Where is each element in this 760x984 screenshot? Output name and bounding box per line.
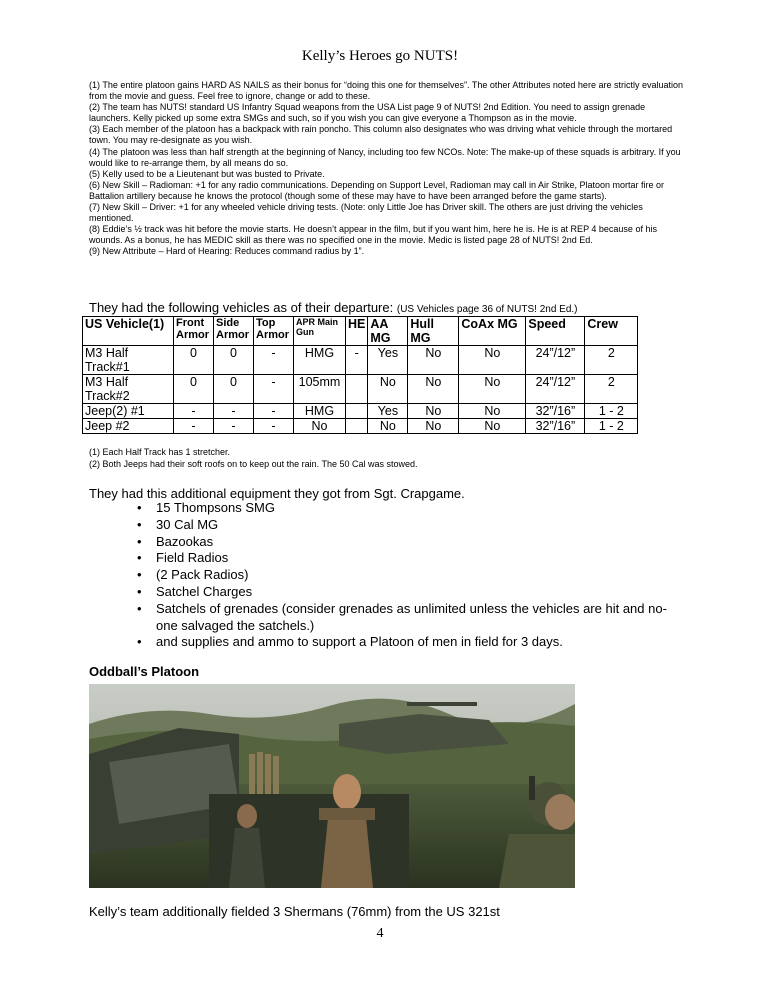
col-front-armor: Front Armor [174,317,214,346]
cell-aa-mg: No [368,375,408,404]
cell-aa-mg: No [368,419,408,434]
cell-coax-mg: No [459,375,526,404]
cell-top-armor: - [254,346,294,375]
caption [89,904,500,919]
note-2: (2) The team has NUTS! standard US Infantry Squad weapons from the USA List page 9 of NUTS! 2nd Edition. You need to assign grenade launchers. Kelly picked up some extra SMGs and such, so if you wish you can give everyone a Thompson as in the movie. [89,102,646,124]
cell-speed: 32”/16” [526,419,585,434]
col-apr-main-gun: APR Main Gun [294,317,346,346]
cell-main-gun: 105mm [294,375,346,404]
cell-front-armor: 0 [174,346,214,375]
vehicles-intro-reference: (US Vehicles page 36 of NUTS! 2nd Ed.) [396,304,578,315]
cell-crew: 2 [585,346,638,375]
cell-hull-mg: No [408,346,459,375]
cell-main-gun: HMG [294,404,346,419]
col-top-armor: Top Armor [254,317,294,346]
col-aa-mg: AA MG [368,317,408,346]
col-us-vehicle: US Vehicle(1) [83,317,174,346]
col-coax-mg: CoAx MG [459,317,526,346]
table-header-row [83,317,638,346]
cell-crew: 2 [585,375,638,404]
list-item: • Bazookas [137,534,677,551]
table-row [83,419,638,434]
col-side-armor: Side Armor [214,317,254,346]
vehicles-intro [89,300,578,315]
cell-vehicle: M3 Half Track#1 [83,346,174,375]
list-item: • Satchels of grenades (consider grenades as unlimited unless the vehicles are hit and no-one salvaged the satchels.) [137,601,677,635]
cell-vehicle: M3 Half Track#2 [83,375,174,404]
cell-top-armor: - [254,375,294,404]
cell-main-gun: HMG [294,346,346,375]
table-row [83,346,638,375]
cell-coax-mg: No [459,404,526,419]
cell-hull-mg: No [408,419,459,434]
cell-front-armor: 0 [174,375,214,404]
col-hull-mg: Hull MG [408,317,459,346]
cell-front-armor: - [174,404,214,419]
list-item: • 30 Cal MG [137,517,677,534]
list-item: • (2 Pack Radios) [137,567,677,584]
note-3: (3) Each member of the platoon has a backpack with rain poncho. This column also designates who was driving what vehicle through the mortared town. You may re-designate as you wish. [89,124,673,146]
section-heading: Oddball’s Platoon [89,664,200,679]
vehicles-intro-text: They had the following vehicles as of their departure: [89,300,394,315]
cell-side-armor: - [214,404,254,419]
note-8: (8) Eddie’s ½ track was hit before the movie starts. He doesn’t appear in the film, but if you want him, here he is. He is at REP 4 because of his wounds. As a bonus, he has MEDIC skill as there was no specified one in the movie. Medic is listed page 28 of NUTS! 2nd Ed. [89,224,657,246]
col-crew: Crew [585,317,638,346]
note-9: (9) New Attribute – Hard of Hearing: Reduces command radius by 1”. [89,246,365,257]
table-row [83,404,638,419]
cell-he [346,404,368,419]
cell-he [346,375,368,404]
cell-front-armor: - [174,419,214,434]
note-7: (7) New Skill – Driver: +1 for any wheeled vehicle driving tests. (Note: only Little Joe has Driver skill. The others are just driving the vehicles mentioned. [89,202,643,224]
note-6: (6) New Skill – Radioman: +1 for any radio communications. Depending on Support Level, Radioman may call in Air Strike, Platoon mortar fire or Battalion artillery because he knows the protocol (though some of these may have to have been arranged before the game starts). [89,179,665,201]
cell-vehicle: Jeep(2) #1 [83,404,174,419]
col-speed: Speed [526,317,585,346]
cell-side-armor: 0 [214,375,254,404]
table-note-1: (1) Each Half Track has 1 stretcher. [89,447,231,457]
list-item: • and supplies and ammo to support a Platoon of men in field for 3 days. [137,634,677,651]
cell-aa-mg: Yes [368,346,408,375]
caption-text: Kelly’s team additionally fielded 3 Shermans (76mm) from the US 321st [89,904,500,919]
cell-side-armor: - [214,419,254,434]
cell-main-gun: No [294,419,346,434]
cell-he [346,419,368,434]
list-item: • Field Radios [137,550,677,567]
cell-side-armor: 0 [214,346,254,375]
footnotes-block [89,80,689,258]
note-4: (4) The platoon was less than half strength at the beginning of Nancy, including too few NCOs. Note: The make-up of these squads is arbitrary. If you would like to re-arrange them, by all means do so. [89,146,681,168]
vehicles-table [82,316,638,434]
cell-hull-mg: No [408,375,459,404]
page-title: Kelly’s Heroes go NUTS! [301,48,459,64]
cell-hull-mg: No [408,404,459,419]
cell-speed: 32”/16” [526,404,585,419]
cell-top-armor: - [254,419,294,434]
equipment-intro: They had this additional equipment they got from Sgt. Crapgame. [89,486,465,501]
list-item: • Satchel Charges [137,584,677,601]
table-row [83,375,638,404]
cell-crew: 1 - 2 [585,404,638,419]
cell-he: - [346,346,368,375]
list-item: • 15 Thompsons SMG [137,500,677,517]
film-still-image [89,684,575,888]
equipment-list [137,500,677,651]
cell-coax-mg: No [459,346,526,375]
note-5: (5) Kelly used to be a Lieutenant but was busted to Private. [89,168,325,179]
note-1: (1) The entire platoon gains HARD AS NAILS as their bonus for “doing this one for themselves”. The other Attributes noted here are strictly evaluation from the movie and guess. Feel free to ignore, change or add to these. [89,80,683,102]
table-note-2: (2) Both Jeeps had their soft roofs on to keep out the rain. The 50 Cal was stowed. [89,459,418,469]
page-number: 4 [376,926,384,941]
cell-coax-mg: No [459,419,526,434]
cell-speed: 24”/12” [526,346,585,375]
cell-vehicle: Jeep #2 [83,419,174,434]
cell-speed: 24”/12” [526,375,585,404]
cell-aa-mg: Yes [368,404,408,419]
table-footnotes [89,446,418,470]
col-he: HE [346,317,368,346]
cell-top-armor: - [254,404,294,419]
cell-crew: 1 - 2 [585,419,638,434]
